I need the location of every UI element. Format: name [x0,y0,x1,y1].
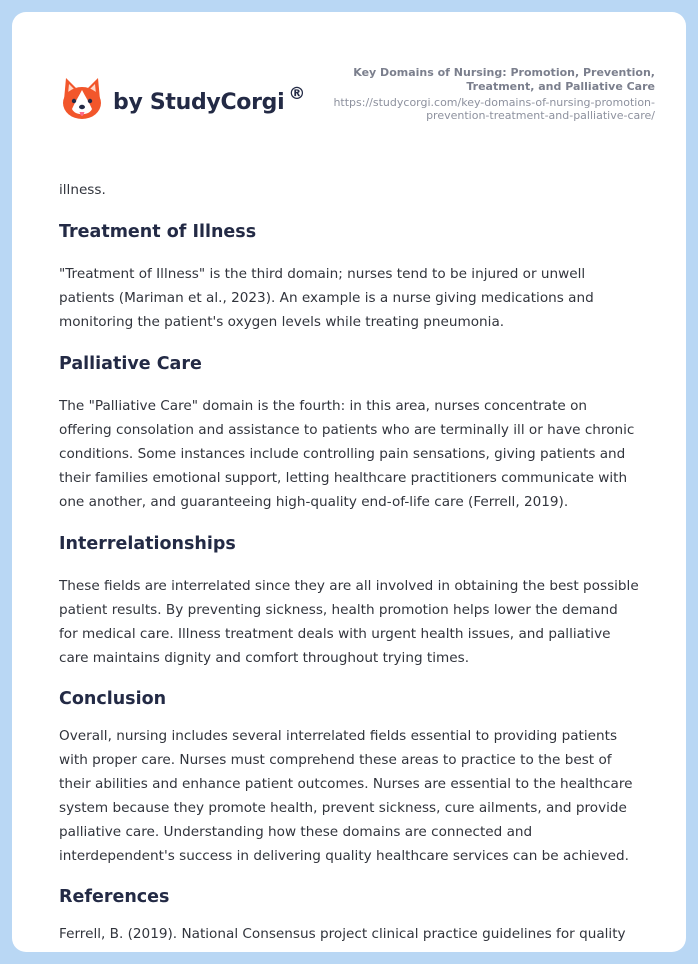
page-card [12,12,686,952]
paragraph-continued: illness. [59,182,106,198]
document-url[interactable]: https://studycorgi.com/key-domains-of-nursing-promotion- prevention-treatment-and-palliative-care/ [333,96,655,122]
article-body [59,178,659,946]
heading-references: References [59,887,170,907]
document-title: Key Domains of Nursing: Promotion, Prevention, Treatment, and Palliative Care [353,66,655,93]
heading-interrelationships: Interrelationships [59,534,236,554]
document-meta [295,66,655,122]
paragraph-palliative-care: The "Palliative Care" domain is the fourth: in this area, nurses concentrate on offering consolation and assistance to patients who are terminally ill or have chronic conditions. Some instances include controlling pain sensations, giving patients and their families emotional support, letting healthcare practitioners communicate with one another, and guaranteeing high-quality end-of-life care (Ferrell, 2019). [59,398,635,510]
paragraph-treatment-of-illness: "Treatment of Illness" is the third domain; nurses tend to be injured or unwell patients (Mariman et al., 2023). An example is a nurse giving medications and monitoring the patient's oxygen levels while treating pneumonia. [59,266,594,330]
studycorgi-logo[interactable] [60,76,305,122]
paragraph-interrelationships: These fields are interrelated since they are all involved in obtaining the best possible patient results. By preventing sickness, health promotion helps lower the demand for medical care. Illness treatment deals with urgent health issues, and palliative care maintains dignity and comfort throughout trying times. [59,578,639,666]
heading-palliative-care: Palliative Care [59,354,202,374]
heading-treatment-of-illness: Treatment of Illness [59,222,257,242]
reference-entry: Ferrell, B. (2019). National Consensus project clinical practice guidelines for quality [59,926,626,942]
corgi-icon [60,76,104,122]
brand-name: by StudyCorgi ® [113,83,306,115]
registered-mark: ® [288,83,306,104]
heading-conclusion: Conclusion [59,689,167,709]
paragraph-conclusion: Overall, nursing includes several interrelated fields essential to providing patients with proper care. Nurses must comprehend these areas to practice to the best of their abilities and enhance patient outcomes. Nurses are essential to the healthcare system because they promote health, prevent sickness, cure ailments, and provide palliative care. Understanding how these domains are connected and interdependent's success in delivering quality healthcare services can be achieved. [59,728,633,864]
page-header [12,12,686,162]
